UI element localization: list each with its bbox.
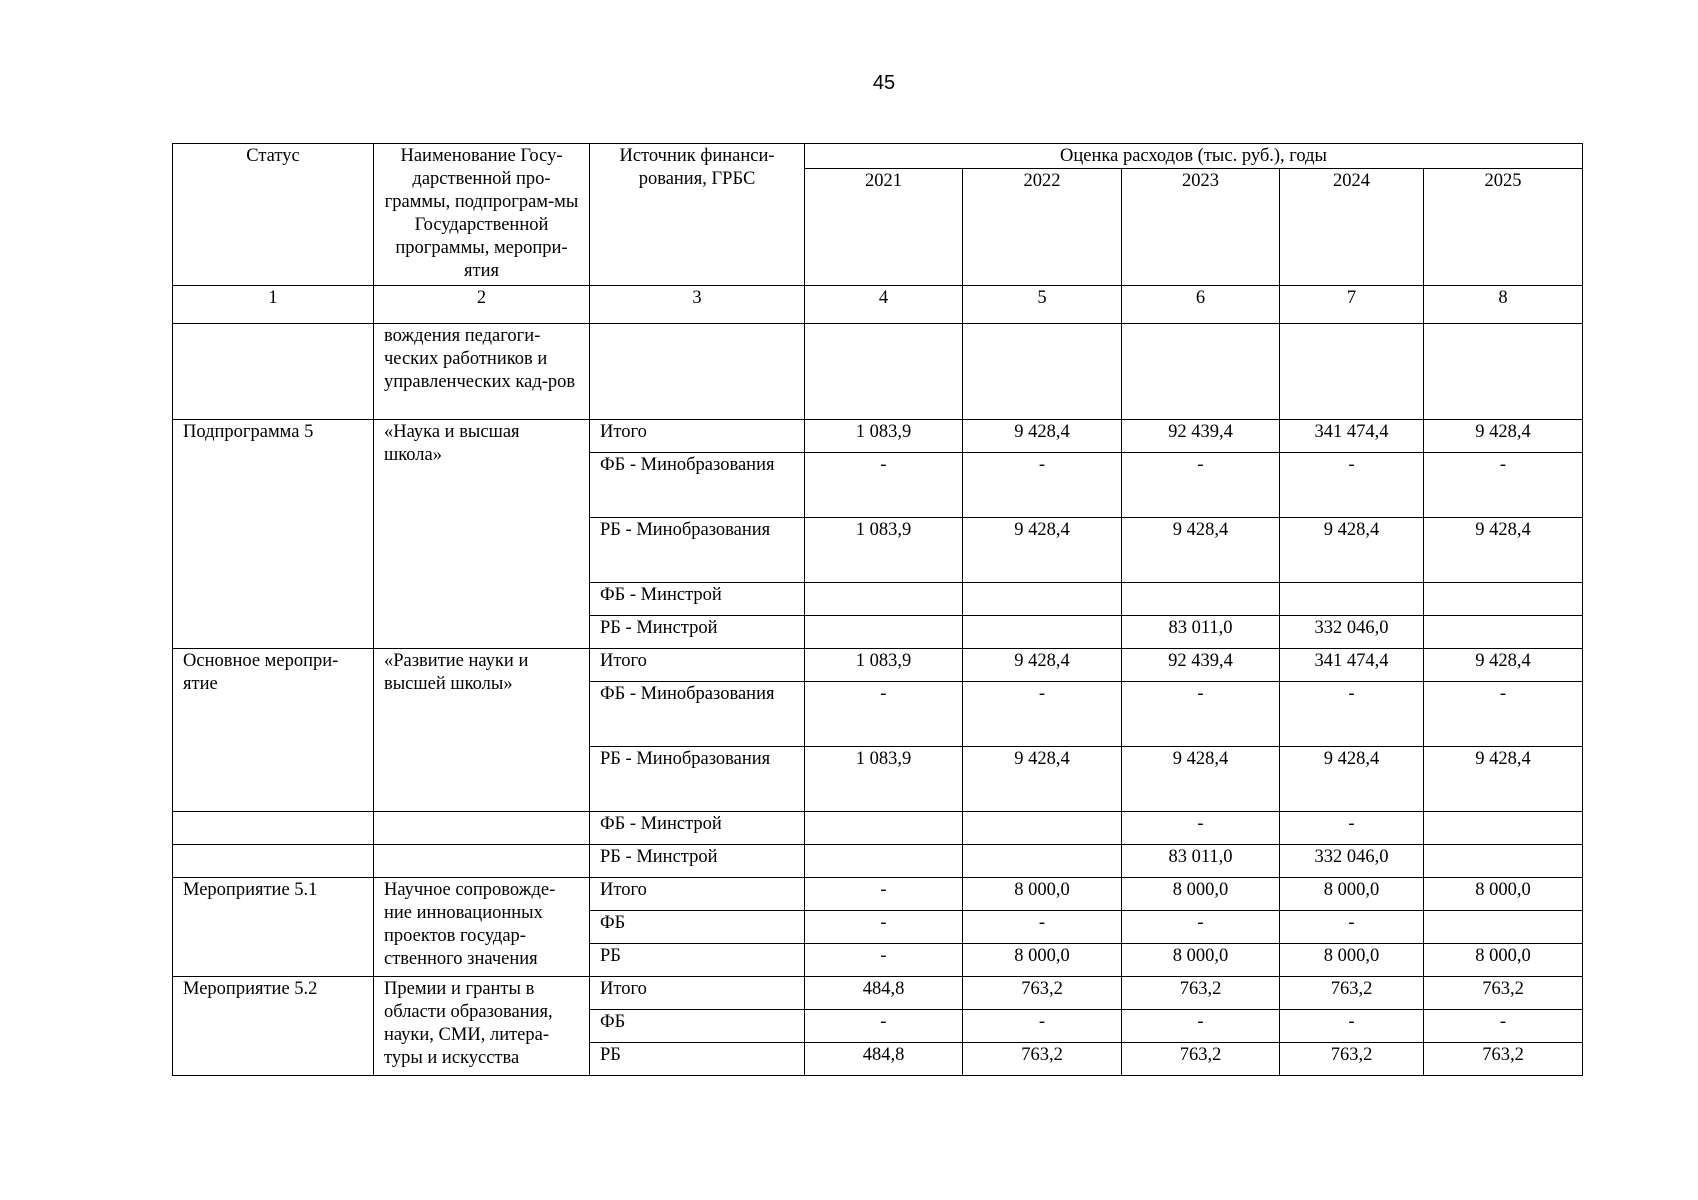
value-cell xyxy=(1424,616,1583,649)
source-cell: Итого xyxy=(590,878,805,911)
status-cell: Мероприятие 5.2 xyxy=(173,977,374,1076)
value-cell xyxy=(1280,324,1424,420)
value-cell: 9 428,4 xyxy=(963,747,1122,812)
program-name-cell: «Наука и высшая школа» xyxy=(374,420,590,649)
source-cell: РБ xyxy=(590,1043,805,1076)
value-cell: - xyxy=(805,1010,963,1043)
program-name-cell: вождения педагоги-ческих работников и управленческих кад-ров xyxy=(374,324,590,420)
value-cell: 8 000,0 xyxy=(1424,944,1583,977)
column-number: 3 xyxy=(590,286,805,324)
value-cell xyxy=(963,324,1122,420)
value-cell: 341 474,4 xyxy=(1280,649,1424,682)
value-cell: 83 011,0 xyxy=(1122,845,1280,878)
source-cell: Итого xyxy=(590,649,805,682)
program-name-cell xyxy=(374,812,590,845)
value-cell: - xyxy=(1424,1010,1583,1043)
column-number: 8 xyxy=(1424,286,1583,324)
value-cell: 332 046,0 xyxy=(1280,616,1424,649)
value-cell: 763,2 xyxy=(1280,977,1424,1010)
value-cell: - xyxy=(1280,911,1424,944)
value-cell: - xyxy=(1122,911,1280,944)
value-cell: - xyxy=(1122,1010,1280,1043)
value-cell: - xyxy=(1424,682,1583,747)
value-cell: 341 474,4 xyxy=(1280,420,1424,453)
value-cell: 9 428,4 xyxy=(963,518,1122,583)
value-cell: 8 000,0 xyxy=(1122,878,1280,911)
value-cell xyxy=(963,845,1122,878)
value-cell: - xyxy=(805,878,963,911)
value-cell: 92 439,4 xyxy=(1122,420,1280,453)
source-cell: ФБ - Минобразования xyxy=(590,682,805,747)
program-name-cell xyxy=(374,845,590,878)
value-cell xyxy=(805,616,963,649)
value-cell: - xyxy=(1122,682,1280,747)
value-cell: 763,2 xyxy=(1122,1043,1280,1076)
source-cell: РБ - Минобразования xyxy=(590,747,805,812)
source-cell: РБ xyxy=(590,944,805,977)
value-cell xyxy=(1280,583,1424,616)
value-cell: 763,2 xyxy=(963,1043,1122,1076)
value-cell: - xyxy=(1122,453,1280,518)
value-cell xyxy=(805,324,963,420)
value-cell: - xyxy=(805,944,963,977)
column-number: 5 xyxy=(963,286,1122,324)
source-cell: РБ - Минстрой xyxy=(590,845,805,878)
header-name: Наименование Госу-дарственной про-граммы, подпрограм-мы Государственной программы, меропри-ятия xyxy=(374,144,590,286)
status-cell xyxy=(173,845,374,878)
value-cell: - xyxy=(963,1010,1122,1043)
value-cell: 8 000,0 xyxy=(1424,878,1583,911)
source-cell xyxy=(590,324,805,420)
value-cell: 332 046,0 xyxy=(1280,845,1424,878)
value-cell: - xyxy=(1122,812,1280,845)
value-cell: 763,2 xyxy=(1280,1043,1424,1076)
continuation-row xyxy=(173,324,1583,420)
value-cell: - xyxy=(963,453,1122,518)
value-cell: - xyxy=(805,453,963,518)
column-number: 2 xyxy=(374,286,590,324)
value-cell xyxy=(1122,324,1280,420)
status-cell xyxy=(173,324,374,420)
source-cell: ФБ xyxy=(590,1010,805,1043)
value-cell: 8 000,0 xyxy=(963,944,1122,977)
page-number: 45 xyxy=(872,72,896,94)
value-cell: 9 428,4 xyxy=(1424,420,1583,453)
header-year: 2023 xyxy=(1122,169,1280,286)
value-cell xyxy=(963,583,1122,616)
header-year: 2021 xyxy=(805,169,963,286)
value-cell xyxy=(1424,324,1583,420)
status-cell: Мероприятие 5.1 xyxy=(173,878,374,977)
value-cell: - xyxy=(1280,682,1424,747)
source-cell: ФБ xyxy=(590,911,805,944)
source-cell: ФБ - Минстрой xyxy=(590,812,805,845)
value-cell: 9 428,4 xyxy=(963,420,1122,453)
value-cell: 763,2 xyxy=(1424,977,1583,1010)
value-cell xyxy=(1424,845,1583,878)
value-cell: 9 428,4 xyxy=(1280,518,1424,583)
value-cell: 92 439,4 xyxy=(1122,649,1280,682)
table-row xyxy=(173,649,1583,682)
status-cell: Подпрограмма 5 xyxy=(173,420,374,649)
table-row xyxy=(173,878,1583,911)
table-row xyxy=(173,977,1583,1010)
value-cell: 8 000,0 xyxy=(963,878,1122,911)
value-cell: 1 083,9 xyxy=(805,649,963,682)
header-year: 2024 xyxy=(1280,169,1424,286)
value-cell xyxy=(1424,583,1583,616)
program-name-cell: «Развитие науки и высшей школы» xyxy=(374,649,590,812)
status-cell xyxy=(173,812,374,845)
table-row xyxy=(173,845,1583,878)
status-cell: Основное меропри-ятие xyxy=(173,649,374,812)
value-cell: 9 428,4 xyxy=(1424,747,1583,812)
value-cell xyxy=(805,845,963,878)
value-cell: - xyxy=(1280,812,1424,845)
value-cell: 9 428,4 xyxy=(1424,649,1583,682)
value-cell: - xyxy=(1280,453,1424,518)
value-cell: 484,8 xyxy=(805,977,963,1010)
value-cell: 9 428,4 xyxy=(1424,518,1583,583)
value-cell xyxy=(1122,583,1280,616)
value-cell xyxy=(805,812,963,845)
budget-table xyxy=(172,143,1583,1076)
value-cell xyxy=(1424,911,1583,944)
value-cell: 484,8 xyxy=(805,1043,963,1076)
value-cell xyxy=(963,812,1122,845)
source-cell: ФБ - Минобразования xyxy=(590,453,805,518)
source-cell: ФБ - Минстрой xyxy=(590,583,805,616)
source-cell: Итого xyxy=(590,977,805,1010)
header-status: Статус xyxy=(173,144,374,286)
value-cell: 9 428,4 xyxy=(1122,747,1280,812)
header-year: 2022 xyxy=(963,169,1122,286)
source-cell: РБ - Минобразования xyxy=(590,518,805,583)
value-cell: 9 428,4 xyxy=(1122,518,1280,583)
column-number: 7 xyxy=(1280,286,1424,324)
value-cell: - xyxy=(963,911,1122,944)
value-cell: - xyxy=(1424,453,1583,518)
column-number: 6 xyxy=(1122,286,1280,324)
value-cell: 9 428,4 xyxy=(1280,747,1424,812)
value-cell: 763,2 xyxy=(963,977,1122,1010)
value-cell: - xyxy=(1280,1010,1424,1043)
value-cell: 8 000,0 xyxy=(1280,944,1424,977)
source-cell: РБ - Минстрой xyxy=(590,616,805,649)
program-name-cell: Премии и гранты в области образования, науки, СМИ, литера-туры и искусства xyxy=(374,977,590,1076)
source-cell: Итого xyxy=(590,420,805,453)
value-cell: - xyxy=(963,682,1122,747)
value-cell: 763,2 xyxy=(1424,1043,1583,1076)
program-name-cell: Научное сопровожде-ние инновационных проектов государ-ственного значения xyxy=(374,878,590,977)
value-cell xyxy=(805,583,963,616)
header-costs: Оценка расходов (тыс. руб.), годы xyxy=(805,144,1583,169)
value-cell: 1 083,9 xyxy=(805,747,963,812)
value-cell xyxy=(963,616,1122,649)
value-cell xyxy=(1424,812,1583,845)
value-cell: 9 428,4 xyxy=(963,649,1122,682)
value-cell: - xyxy=(805,682,963,747)
value-cell: 8 000,0 xyxy=(1122,944,1280,977)
value-cell: 8 000,0 xyxy=(1280,878,1424,911)
column-number: 4 xyxy=(805,286,963,324)
column-number: 1 xyxy=(173,286,374,324)
header-source: Источник финанси-рования, ГРБС xyxy=(590,144,805,286)
value-cell: 83 011,0 xyxy=(1122,616,1280,649)
value-cell: 1 083,9 xyxy=(805,518,963,583)
header-year: 2025 xyxy=(1424,169,1583,286)
value-cell: 763,2 xyxy=(1122,977,1280,1010)
table-row xyxy=(173,812,1583,845)
value-cell: 1 083,9 xyxy=(805,420,963,453)
value-cell: - xyxy=(805,911,963,944)
table-row xyxy=(173,420,1583,453)
